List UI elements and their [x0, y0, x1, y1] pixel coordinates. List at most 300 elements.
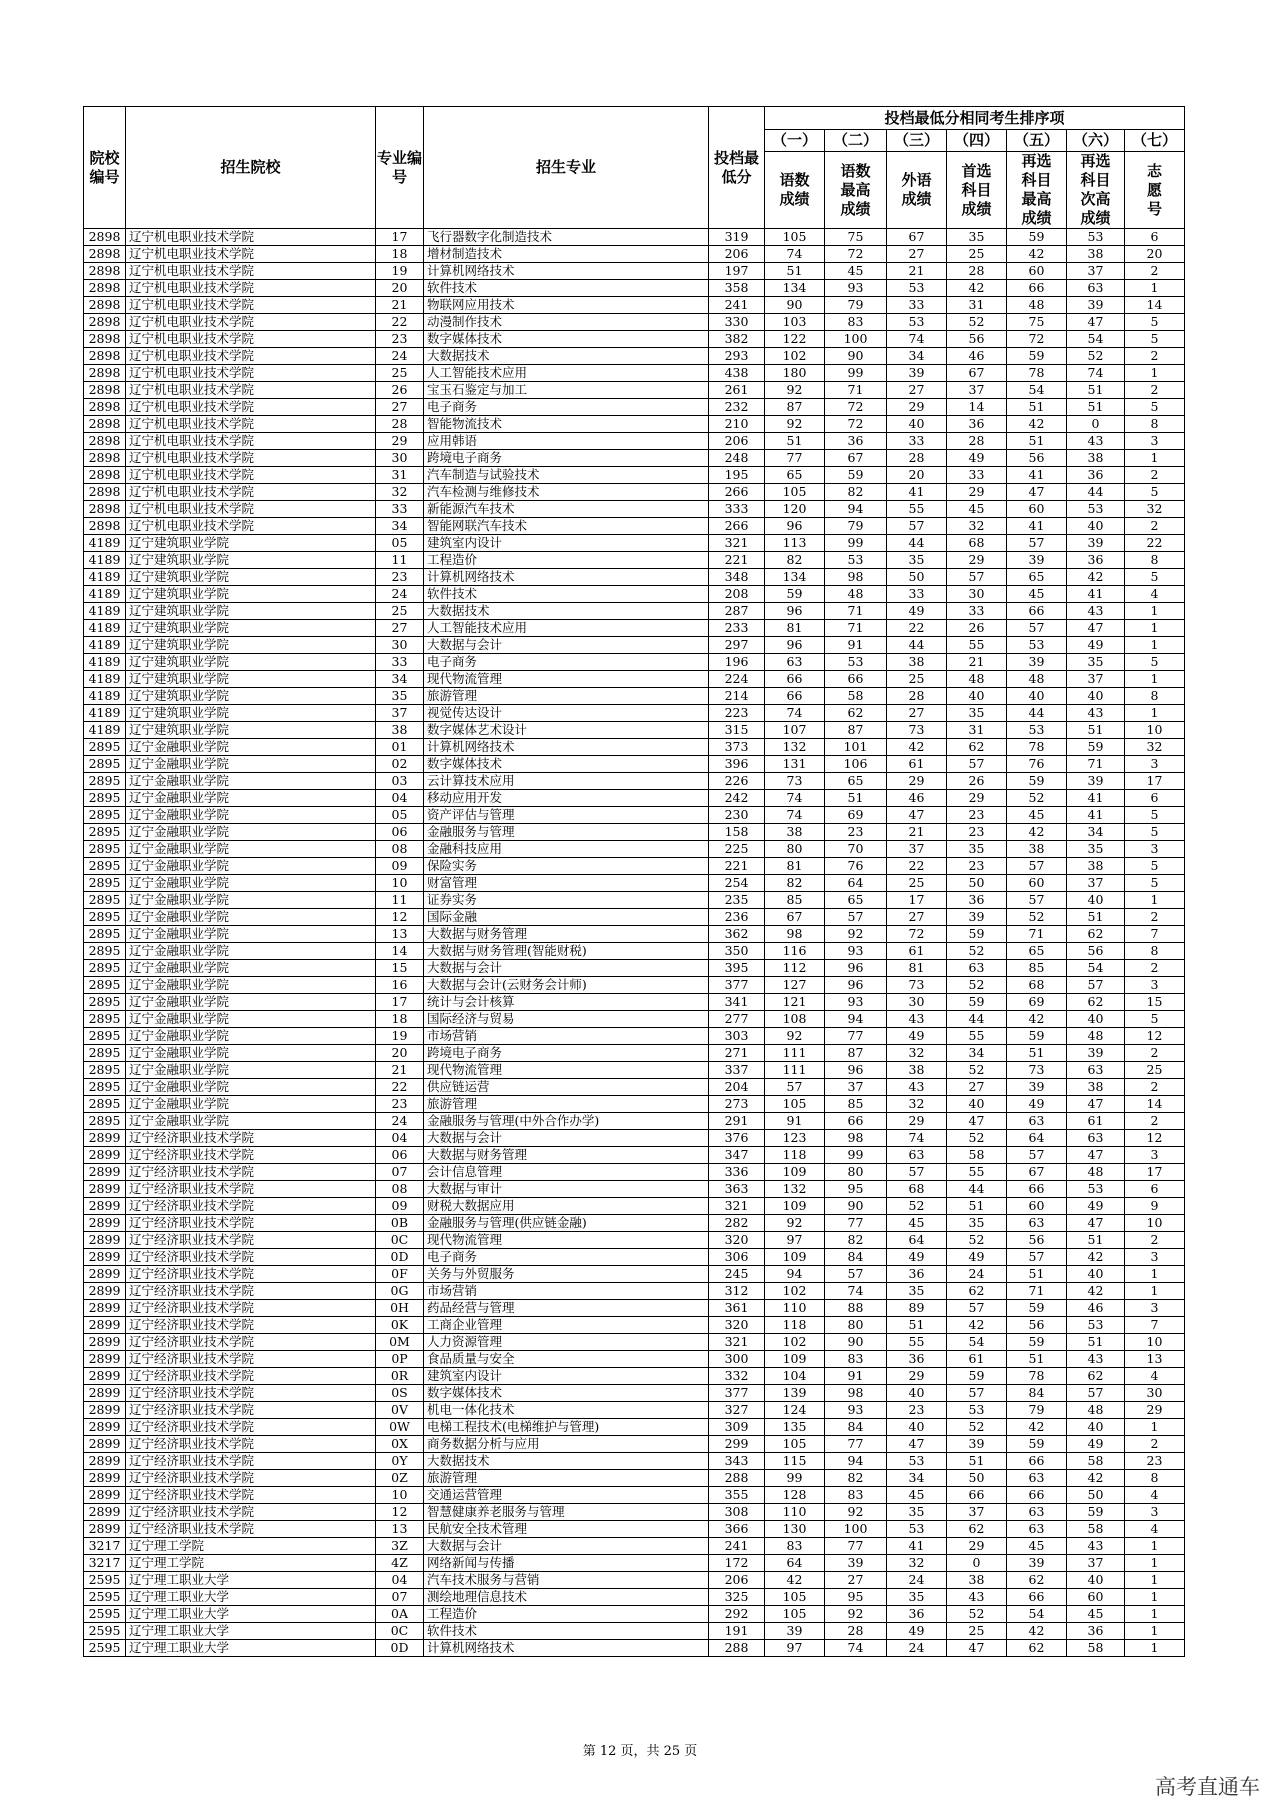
min-score-cell: 221 — [709, 858, 765, 875]
choice-number-cell: 1 — [1125, 1283, 1185, 1300]
table-row — [84, 535, 1185, 552]
major-code-cell: 22 — [376, 314, 424, 331]
score-cell: 57 — [1007, 1147, 1067, 1164]
school-name-cell: 辽宁理工职业大学 — [126, 1606, 376, 1623]
score-cell: 100 — [825, 331, 887, 348]
major-name-cell: 智能物流技术 — [424, 416, 709, 433]
score-cell: 58 — [825, 688, 887, 705]
score-cell: 120 — [765, 501, 825, 518]
choice-number-cell: 32 — [1125, 739, 1185, 756]
major-code-cell: 17 — [376, 994, 424, 1011]
major-name-cell: 金融服务与管理(供应链金融) — [424, 1215, 709, 1232]
table-row — [84, 756, 1185, 773]
score-cell: 51 — [1067, 909, 1125, 926]
school-code-cell: 2895 — [84, 790, 126, 807]
school-name-cell: 辽宁理工职业大学 — [126, 1640, 376, 1657]
school-code-cell: 4189 — [84, 705, 126, 722]
school-code-cell: 2899 — [84, 1470, 126, 1487]
school-name-cell: 辽宁理工学院 — [126, 1555, 376, 1572]
school-name-cell: 辽宁建筑职业学院 — [126, 705, 376, 722]
major-name-cell: 会计信息管理 — [424, 1164, 709, 1181]
score-cell: 85 — [1007, 960, 1067, 977]
major-name-cell: 关务与外贸服务 — [424, 1266, 709, 1283]
score-cell: 77 — [825, 1436, 887, 1453]
score-cell: 66 — [1007, 280, 1067, 297]
score-cell: 32 — [887, 1096, 947, 1113]
choice-number-cell: 8 — [1125, 552, 1185, 569]
min-score-cell: 223 — [709, 705, 765, 722]
school-code-cell: 3217 — [84, 1555, 126, 1572]
major-code-cell: 0K — [376, 1317, 424, 1334]
score-cell: 56 — [947, 331, 1007, 348]
score-cell: 135 — [765, 1419, 825, 1436]
major-code-cell: 17 — [376, 229, 424, 246]
school-name-cell: 辽宁经济职业技术学院 — [126, 1283, 376, 1300]
score-cell: 62 — [1007, 1640, 1067, 1657]
score-cell: 52 — [947, 1606, 1007, 1623]
score-cell: 39 — [1067, 773, 1125, 790]
min-score-cell: 241 — [709, 1538, 765, 1555]
score-cell: 65 — [825, 773, 887, 790]
score-cell: 82 — [825, 1470, 887, 1487]
school-code-cell: 2899 — [84, 1181, 126, 1198]
school-name-cell: 辽宁机电职业技术学院 — [126, 348, 376, 365]
choice-number-cell: 1 — [1125, 1266, 1185, 1283]
school-code-cell: 2895 — [84, 909, 126, 926]
score-cell: 41 — [1067, 807, 1125, 824]
score-cell: 72 — [887, 926, 947, 943]
choice-number-cell: 8 — [1125, 416, 1185, 433]
table-row — [84, 280, 1185, 297]
min-score-cell: 308 — [709, 1504, 765, 1521]
min-score-cell: 300 — [709, 1351, 765, 1368]
score-cell: 51 — [825, 790, 887, 807]
score-cell: 103 — [765, 314, 825, 331]
score-cell: 55 — [887, 501, 947, 518]
score-cell: 50 — [1067, 1487, 1125, 1504]
major-code-cell: 0V — [376, 1402, 424, 1419]
school-name-cell: 辽宁机电职业技术学院 — [126, 467, 376, 484]
choice-number-cell: 3 — [1125, 1300, 1185, 1317]
score-cell: 67 — [947, 365, 1007, 382]
score-cell: 51 — [947, 1198, 1007, 1215]
major-name-cell: 电子商务 — [424, 399, 709, 416]
major-code-cell: 11 — [376, 892, 424, 909]
score-cell: 40 — [947, 1096, 1007, 1113]
major-code-cell: 26 — [376, 382, 424, 399]
school-code-cell: 2895 — [84, 892, 126, 909]
table-row — [84, 416, 1185, 433]
school-code-cell: 2895 — [84, 756, 126, 773]
score-cell: 39 — [1067, 1045, 1125, 1062]
score-cell: 63 — [887, 1147, 947, 1164]
score-cell: 50 — [947, 875, 1007, 892]
choice-number-cell: 30 — [1125, 1385, 1185, 1402]
table-row — [84, 1300, 1185, 1317]
major-name-cell: 电梯工程技术(电梯维护与管理) — [424, 1419, 709, 1436]
choice-number-cell: 2 — [1125, 1232, 1185, 1249]
school-name-cell: 辽宁机电职业技术学院 — [126, 399, 376, 416]
school-name-cell: 辽宁经济职业技术学院 — [126, 1317, 376, 1334]
table-row — [84, 1606, 1185, 1623]
school-name-cell: 辽宁机电职业技术学院 — [126, 382, 376, 399]
score-cell: 52 — [1067, 348, 1125, 365]
table-row — [84, 1402, 1185, 1419]
score-cell: 82 — [825, 484, 887, 501]
choice-number-cell: 4 — [1125, 1487, 1185, 1504]
major-code-cell: 29 — [376, 433, 424, 450]
major-name-cell: 国际经济与贸易 — [424, 1011, 709, 1028]
score-cell: 24 — [887, 1640, 947, 1657]
score-cell: 47 — [947, 1113, 1007, 1130]
table-row — [84, 263, 1185, 280]
major-code-cell: 0D — [376, 1249, 424, 1266]
choice-number-cell: 5 — [1125, 484, 1185, 501]
table-row — [84, 1436, 1185, 1453]
score-cell: 49 — [887, 1028, 947, 1045]
min-score-cell: 312 — [709, 1283, 765, 1300]
min-score-cell: 330 — [709, 314, 765, 331]
min-score-cell: 373 — [709, 739, 765, 756]
major-code-cell: 0F — [376, 1266, 424, 1283]
choice-number-cell: 3 — [1125, 1147, 1185, 1164]
score-cell: 69 — [825, 807, 887, 824]
choice-number-cell: 23 — [1125, 1453, 1185, 1470]
col-major-code-header: 专业编号 — [376, 107, 424, 229]
school-name-cell: 辽宁理工职业大学 — [126, 1623, 376, 1640]
major-name-cell: 财富管理 — [424, 875, 709, 892]
score-cell: 76 — [825, 858, 887, 875]
score-cell: 59 — [947, 926, 1007, 943]
school-name-cell: 辽宁金融职业学院 — [126, 1028, 376, 1045]
school-name-cell: 辽宁金融职业学院 — [126, 994, 376, 1011]
school-name-cell: 辽宁机电职业技术学院 — [126, 263, 376, 280]
score-cell: 62 — [825, 705, 887, 722]
choice-number-cell: 2 — [1125, 1079, 1185, 1096]
school-name-cell: 辽宁机电职业技术学院 — [126, 450, 376, 467]
score-cell: 35 — [947, 229, 1007, 246]
score-cell: 47 — [947, 1640, 1007, 1657]
choice-number-cell: 3 — [1125, 756, 1185, 773]
choice-number-cell: 1 — [1125, 280, 1185, 297]
score-cell: 93 — [825, 943, 887, 960]
min-score-cell: 336 — [709, 1164, 765, 1181]
score-cell: 128 — [765, 1487, 825, 1504]
score-cell: 23 — [947, 807, 1007, 824]
score-cell: 59 — [1007, 348, 1067, 365]
choice-number-cell: 5 — [1125, 807, 1185, 824]
min-score-cell: 382 — [709, 331, 765, 348]
score-cell: 74 — [887, 331, 947, 348]
score-cell: 71 — [1067, 756, 1125, 773]
school-code-cell: 2898 — [84, 348, 126, 365]
score-cell: 105 — [765, 484, 825, 501]
table-row — [84, 790, 1185, 807]
min-score-cell: 291 — [709, 1113, 765, 1130]
score-cell: 53 — [825, 552, 887, 569]
score-cell: 54 — [1067, 331, 1125, 348]
table-row — [84, 909, 1185, 926]
school-code-cell: 2895 — [84, 1079, 126, 1096]
major-name-cell: 金融服务与管理 — [424, 824, 709, 841]
score-cell: 63 — [1007, 1521, 1067, 1538]
score-cell: 29 — [947, 1538, 1007, 1555]
score-cell: 46 — [887, 790, 947, 807]
major-code-cell: 23 — [376, 331, 424, 348]
school-name-cell: 辽宁金融职业学院 — [126, 977, 376, 994]
score-cell: 30 — [887, 994, 947, 1011]
min-score-cell: 376 — [709, 1130, 765, 1147]
table-row — [84, 1470, 1185, 1487]
score-cell: 59 — [1007, 1300, 1067, 1317]
score-cell: 37 — [947, 382, 1007, 399]
min-score-cell: 297 — [709, 637, 765, 654]
score-cell: 40 — [887, 416, 947, 433]
score-cell: 20 — [887, 467, 947, 484]
score-cell: 62 — [947, 1283, 1007, 1300]
choice-number-cell: 5 — [1125, 331, 1185, 348]
choice-number-cell: 5 — [1125, 858, 1185, 875]
score-cell: 27 — [825, 1572, 887, 1589]
school-code-cell: 2899 — [84, 1521, 126, 1538]
major-code-cell: 31 — [376, 467, 424, 484]
score-cell: 40 — [947, 688, 1007, 705]
table-row — [84, 1623, 1185, 1640]
choice-number-cell: 1 — [1125, 1555, 1185, 1572]
table-row — [84, 994, 1185, 1011]
major-code-cell: 28 — [376, 416, 424, 433]
choice-number-cell: 20 — [1125, 246, 1185, 263]
major-code-cell: 27 — [376, 620, 424, 637]
major-code-cell: 37 — [376, 705, 424, 722]
school-name-cell: 辽宁经济职业技术学院 — [126, 1147, 376, 1164]
major-code-cell: 0A — [376, 1606, 424, 1623]
score-cell: 93 — [825, 1402, 887, 1419]
school-code-cell: 2899 — [84, 1368, 126, 1385]
score-cell: 92 — [825, 1504, 887, 1521]
score-cell: 45 — [887, 1487, 947, 1504]
school-name-cell: 辽宁金融职业学院 — [126, 807, 376, 824]
major-name-cell: 软件技术 — [424, 1623, 709, 1640]
score-cell: 84 — [825, 1419, 887, 1436]
sort-item-label: 再选科目次高成绩 — [1067, 152, 1125, 229]
score-cell: 57 — [887, 518, 947, 535]
score-cell: 78 — [1007, 1368, 1067, 1385]
table-row — [84, 1164, 1185, 1181]
score-cell: 48 — [825, 586, 887, 603]
min-score-cell: 292 — [709, 1606, 765, 1623]
score-cell: 57 — [765, 1079, 825, 1096]
score-cell: 61 — [887, 943, 947, 960]
score-cell: 40 — [1007, 688, 1067, 705]
sort-item-label: 首选科目成绩 — [947, 152, 1007, 229]
score-cell: 35 — [887, 1283, 947, 1300]
major-code-cell: 04 — [376, 790, 424, 807]
table-row — [84, 688, 1185, 705]
score-cell: 47 — [1067, 314, 1125, 331]
score-cell: 99 — [825, 535, 887, 552]
score-cell: 72 — [825, 399, 887, 416]
min-score-cell: 288 — [709, 1640, 765, 1657]
score-cell: 39 — [765, 1623, 825, 1640]
table-row — [84, 1385, 1185, 1402]
school-name-cell: 辽宁经济职业技术学院 — [126, 1504, 376, 1521]
score-cell: 51 — [1007, 1351, 1067, 1368]
table-row — [84, 824, 1185, 841]
school-name-cell: 辽宁机电职业技术学院 — [126, 484, 376, 501]
score-cell: 42 — [1067, 1283, 1125, 1300]
school-code-cell: 2899 — [84, 1164, 126, 1181]
score-cell: 130 — [765, 1521, 825, 1538]
score-cell: 38 — [765, 824, 825, 841]
school-name-cell: 辽宁建筑职业学院 — [126, 535, 376, 552]
choice-number-cell: 7 — [1125, 1317, 1185, 1334]
major-name-cell: 视觉传达设计 — [424, 705, 709, 722]
score-cell: 37 — [1067, 875, 1125, 892]
school-code-cell: 2895 — [84, 960, 126, 977]
sort-item-number: （一） — [765, 130, 825, 152]
score-cell: 66 — [1007, 1181, 1067, 1198]
major-code-cell: 21 — [376, 297, 424, 314]
major-name-cell: 数字媒体技术 — [424, 331, 709, 348]
score-cell: 80 — [825, 1164, 887, 1181]
score-cell: 111 — [765, 1062, 825, 1079]
score-cell: 59 — [947, 1368, 1007, 1385]
school-name-cell: 辽宁理工职业大学 — [126, 1572, 376, 1589]
school-code-cell: 2895 — [84, 739, 126, 756]
score-cell: 132 — [765, 1181, 825, 1198]
school-name-cell: 辽宁机电职业技术学院 — [126, 229, 376, 246]
school-name-cell: 辽宁经济职业技术学院 — [126, 1198, 376, 1215]
score-cell: 29 — [947, 552, 1007, 569]
table-row — [84, 1538, 1185, 1555]
score-cell: 40 — [887, 1385, 947, 1402]
score-cell: 45 — [1007, 1538, 1067, 1555]
score-cell: 71 — [825, 620, 887, 637]
school-code-cell: 2898 — [84, 467, 126, 484]
score-cell: 90 — [765, 297, 825, 314]
choice-number-cell: 4 — [1125, 1368, 1185, 1385]
table-row — [84, 1232, 1185, 1249]
score-cell: 53 — [1067, 229, 1125, 246]
score-cell: 127 — [765, 977, 825, 994]
score-cell: 77 — [825, 1215, 887, 1232]
score-cell: 47 — [1067, 620, 1125, 637]
score-cell: 36 — [1067, 1623, 1125, 1640]
school-name-cell: 辽宁建筑职业学院 — [126, 552, 376, 569]
score-cell: 42 — [1007, 416, 1067, 433]
score-cell: 51 — [1067, 1232, 1125, 1249]
col-school-code-header: 院校编号 — [84, 107, 126, 229]
min-score-cell: 248 — [709, 450, 765, 467]
min-score-cell: 172 — [709, 1555, 765, 1572]
school-code-cell: 2898 — [84, 280, 126, 297]
score-cell: 57 — [947, 569, 1007, 586]
score-cell: 123 — [765, 1130, 825, 1147]
score-cell: 49 — [887, 1623, 947, 1640]
school-code-cell: 2595 — [84, 1606, 126, 1623]
major-name-cell: 数字媒体技术 — [424, 1385, 709, 1402]
score-cell: 48 — [1067, 1402, 1125, 1419]
major-code-cell: 13 — [376, 926, 424, 943]
major-code-cell: 13 — [376, 1521, 424, 1538]
score-cell: 69 — [1007, 994, 1067, 1011]
school-code-cell: 2595 — [84, 1572, 126, 1589]
table-row — [84, 1317, 1185, 1334]
score-cell: 47 — [1067, 1147, 1125, 1164]
choice-number-cell: 2 — [1125, 382, 1185, 399]
major-code-cell: 33 — [376, 654, 424, 671]
choice-number-cell: 12 — [1125, 1130, 1185, 1147]
score-cell: 51 — [1007, 433, 1067, 450]
score-cell: 97 — [765, 1232, 825, 1249]
score-cell: 112 — [765, 960, 825, 977]
major-name-cell: 电子商务 — [424, 1249, 709, 1266]
school-code-cell: 2898 — [84, 501, 126, 518]
score-cell: 52 — [1007, 909, 1067, 926]
score-cell: 57 — [947, 1300, 1007, 1317]
col-school-header: 招生院校 — [126, 107, 376, 229]
table-row — [84, 654, 1185, 671]
school-code-cell: 2895 — [84, 1096, 126, 1113]
score-cell: 74 — [887, 1130, 947, 1147]
major-name-cell: 大数据与财务管理 — [424, 1147, 709, 1164]
score-cell: 105 — [765, 229, 825, 246]
score-cell: 59 — [825, 467, 887, 484]
score-cell: 52 — [887, 1198, 947, 1215]
score-cell: 33 — [887, 433, 947, 450]
score-cell: 41 — [1067, 586, 1125, 603]
school-name-cell: 辽宁机电职业技术学院 — [126, 416, 376, 433]
score-cell: 66 — [1007, 603, 1067, 620]
score-cell: 28 — [887, 450, 947, 467]
school-code-cell: 4189 — [84, 722, 126, 739]
score-cell: 40 — [1067, 1419, 1125, 1436]
score-cell: 71 — [825, 382, 887, 399]
min-score-cell: 204 — [709, 1079, 765, 1096]
min-score-cell: 196 — [709, 654, 765, 671]
score-cell: 38 — [1067, 858, 1125, 875]
min-score-cell: 273 — [709, 1096, 765, 1113]
min-score-cell: 233 — [709, 620, 765, 637]
major-name-cell: 商务数据分析与应用 — [424, 1436, 709, 1453]
score-cell: 21 — [947, 654, 1007, 671]
school-code-cell: 2895 — [84, 824, 126, 841]
score-cell: 92 — [765, 416, 825, 433]
score-cell: 96 — [825, 960, 887, 977]
major-code-cell: 24 — [376, 348, 424, 365]
score-cell: 94 — [825, 501, 887, 518]
score-cell: 49 — [1067, 1436, 1125, 1453]
score-cell: 110 — [765, 1504, 825, 1521]
score-cell: 29 — [947, 484, 1007, 501]
table-row — [84, 569, 1185, 586]
score-cell: 48 — [1067, 1028, 1125, 1045]
choice-number-cell: 3 — [1125, 1249, 1185, 1266]
score-cell: 48 — [947, 671, 1007, 688]
score-cell: 27 — [887, 705, 947, 722]
major-name-cell: 宝玉石鉴定与加工 — [424, 382, 709, 399]
sort-item-number: （六） — [1067, 130, 1125, 152]
score-cell: 91 — [825, 637, 887, 654]
score-cell: 35 — [887, 1504, 947, 1521]
choice-number-cell: 3 — [1125, 433, 1185, 450]
school-code-cell: 4189 — [84, 671, 126, 688]
major-code-cell: 08 — [376, 841, 424, 858]
score-cell: 83 — [825, 1487, 887, 1504]
major-code-cell: 23 — [376, 569, 424, 586]
score-cell: 49 — [1067, 637, 1125, 654]
